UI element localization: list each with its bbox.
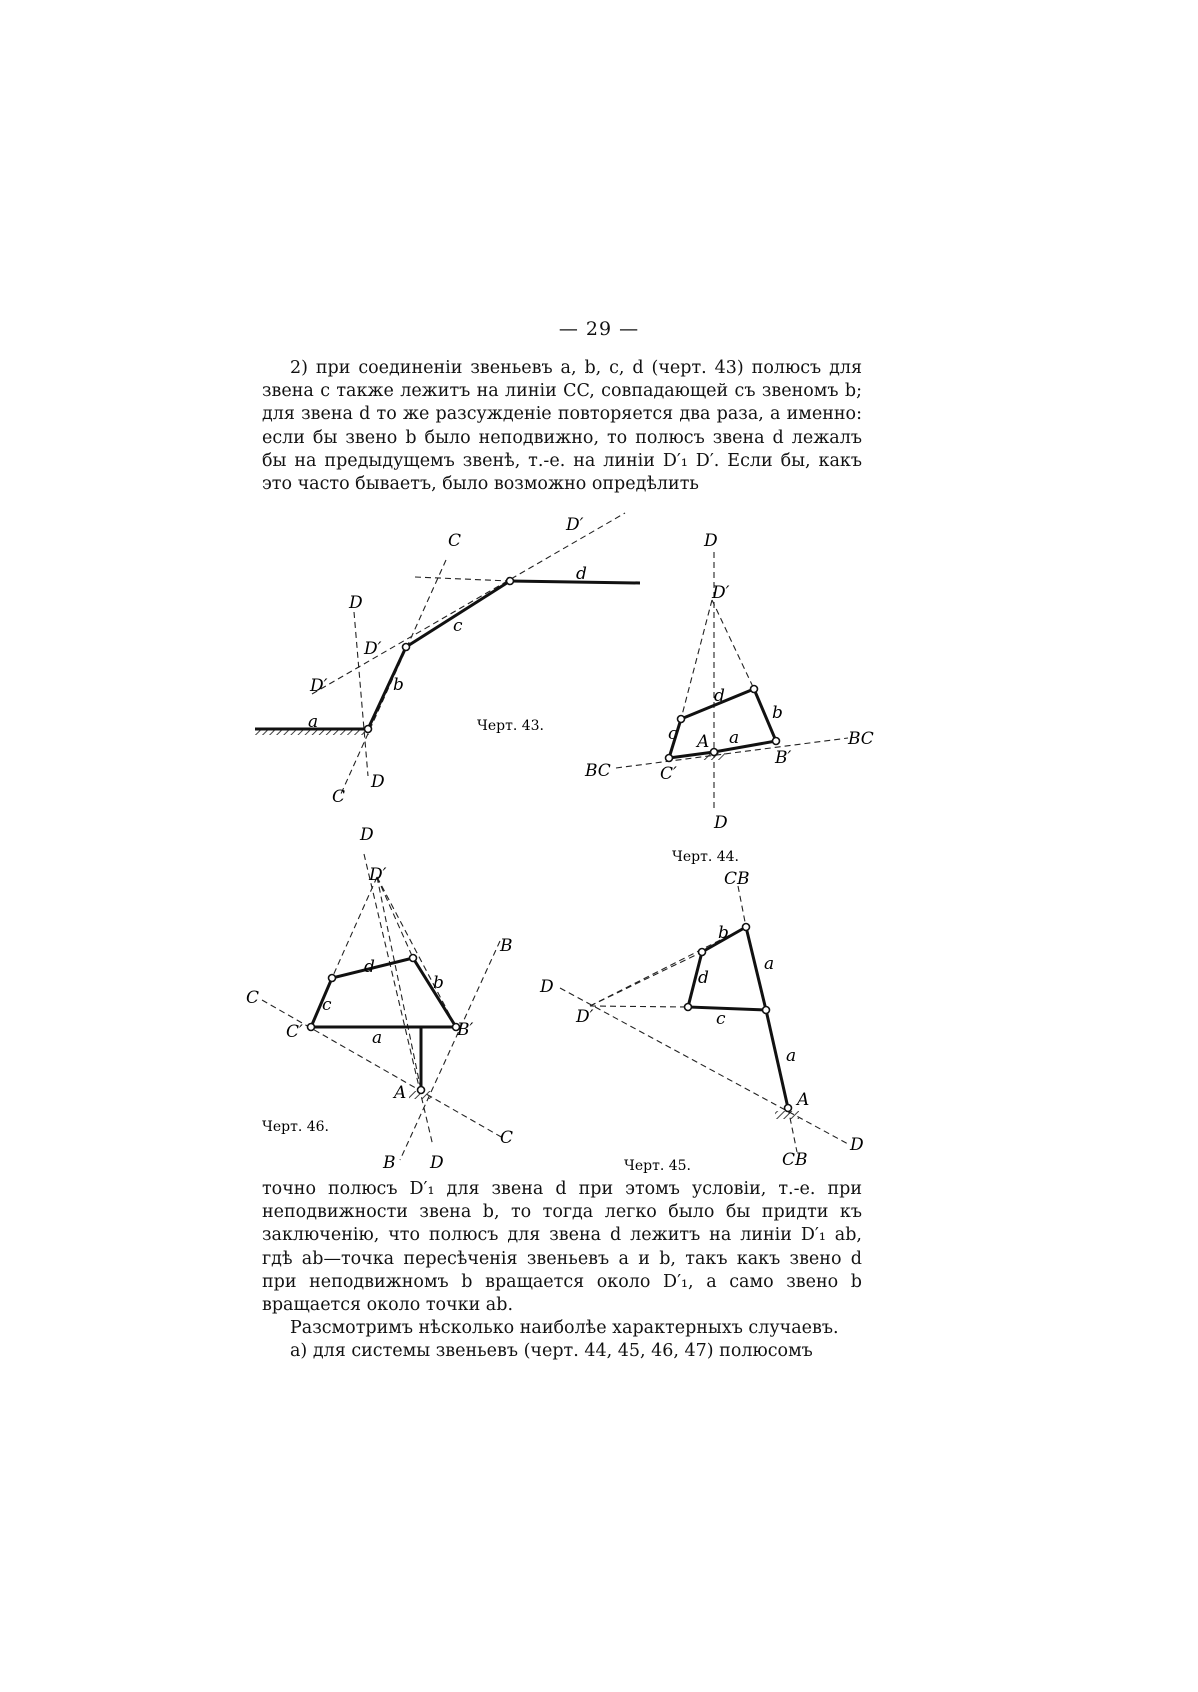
label: CB bbox=[724, 869, 750, 889]
paragraph: Разсмотримъ нѣсколько наиболѣе характерныхъ случаевъ. bbox=[290, 1318, 839, 1339]
line-bb bbox=[400, 941, 500, 1160]
joint bbox=[773, 738, 780, 745]
label: c bbox=[453, 616, 463, 636]
label: b bbox=[393, 675, 404, 695]
joint bbox=[666, 755, 673, 762]
label: c bbox=[716, 1009, 726, 1029]
label: d bbox=[576, 564, 587, 584]
joint bbox=[699, 949, 706, 956]
label: a bbox=[372, 1028, 383, 1048]
label: a bbox=[308, 712, 319, 732]
label: D bbox=[714, 813, 728, 833]
line-dd bbox=[560, 988, 850, 1145]
joint bbox=[403, 644, 410, 651]
figure-43 bbox=[255, 513, 640, 807]
paragraph: 2) при соединеніи звеньевъ a, b, c, d (черт. 43) полюсъ для звена c также лежитъ на линіи CC, совпадающей съ звеномъ b; для звена d то же разсужденіе повторяется два раза, а именно: если бы звено b было неподвижно, то полюсъ звена d лежалъ бы на предыдущемъ звенѣ, т.-е. на линіи D′₁ D′. Если бы, какъ это часто бываетъ, было возможно опредѣлить bbox=[262, 358, 862, 495]
label: c bbox=[322, 995, 332, 1015]
caption: Черт. 46. bbox=[262, 1119, 329, 1135]
label: d bbox=[698, 968, 709, 988]
label: A bbox=[697, 732, 710, 752]
caption: Черт. 43. bbox=[477, 718, 544, 734]
label: D′ bbox=[566, 515, 584, 535]
line-cb-top bbox=[738, 886, 746, 927]
joint bbox=[365, 726, 372, 733]
link-c bbox=[406, 581, 510, 647]
label: D bbox=[360, 825, 374, 845]
figure-45 bbox=[539, 869, 864, 1174]
line-dd bbox=[354, 612, 368, 776]
label: BC bbox=[848, 729, 874, 749]
label: D′ bbox=[576, 1007, 594, 1027]
label: a bbox=[786, 1046, 797, 1066]
link-a-lower bbox=[766, 1010, 788, 1108]
ground-hatch bbox=[775, 1111, 799, 1119]
joint bbox=[751, 686, 758, 693]
label: D bbox=[704, 531, 718, 551]
label: D bbox=[371, 772, 385, 792]
joint bbox=[329, 975, 336, 982]
label: B′ bbox=[457, 1020, 474, 1040]
label: C bbox=[246, 988, 260, 1008]
label: D′ bbox=[369, 865, 387, 885]
caption: Черт. 44. bbox=[672, 849, 739, 865]
paragraph: а) для системы звеньевъ (черт. 44, 45, 46, 47) полюсомъ bbox=[290, 1341, 813, 1362]
label: d bbox=[364, 957, 375, 977]
label: A bbox=[797, 1090, 810, 1110]
paragraph: точно полюсъ D′₁ для звена d при этомъ условіи, т.-е. при неподвижности звена b, то тогда легко было бы придти къ заключенію, что полюсъ для звена d лежитъ на линіи D′₁ ab, гдѣ ab—точка пересѣченія звеньевъ a и b, такъ какъ звено d при неподвижномъ b вращается около D′₁, а само звено b вращается около точки ab. bbox=[262, 1179, 862, 1316]
label: D bbox=[540, 977, 554, 997]
dash-to-d-prime bbox=[377, 877, 456, 1027]
figure-46 bbox=[246, 825, 513, 1173]
dash-to-d-prime bbox=[590, 1006, 688, 1007]
label: B bbox=[383, 1153, 396, 1173]
joint bbox=[743, 924, 750, 931]
dash-to-d-prime bbox=[377, 877, 413, 958]
joint bbox=[685, 1004, 692, 1011]
page-number: — 29 — bbox=[558, 318, 640, 340]
dash-to-d-prime bbox=[590, 952, 702, 1006]
joint bbox=[763, 1007, 770, 1014]
joint bbox=[711, 749, 718, 756]
joint bbox=[507, 578, 514, 585]
label: C bbox=[332, 787, 346, 807]
label: b bbox=[772, 703, 783, 723]
label: BC bbox=[585, 761, 611, 781]
text-block-bottom bbox=[262, 1178, 862, 1364]
link-d bbox=[510, 581, 640, 583]
joint bbox=[418, 1087, 425, 1094]
label: b bbox=[718, 923, 729, 943]
label: D′ bbox=[712, 583, 730, 603]
label: c bbox=[668, 724, 678, 744]
label: C′ bbox=[286, 1022, 303, 1042]
label: C bbox=[448, 531, 462, 551]
joint bbox=[678, 716, 685, 723]
label: D bbox=[850, 1135, 864, 1155]
figure-44 bbox=[584, 531, 874, 865]
label: A bbox=[394, 1083, 407, 1103]
joint bbox=[785, 1105, 792, 1112]
label: B′ bbox=[775, 748, 792, 768]
label: D′ bbox=[364, 639, 382, 659]
line-d-ext bbox=[415, 577, 510, 581]
label: C bbox=[500, 1128, 514, 1148]
label: D′ bbox=[310, 676, 328, 696]
joint bbox=[308, 1024, 315, 1031]
label: b bbox=[433, 973, 444, 993]
label: CB bbox=[782, 1150, 808, 1170]
dash-to-d-prime bbox=[712, 600, 754, 689]
label: C′ bbox=[660, 764, 677, 784]
label: D bbox=[430, 1153, 444, 1173]
label: D bbox=[349, 593, 363, 613]
joint bbox=[410, 955, 417, 962]
label: B bbox=[500, 936, 513, 956]
dash-to-d-prime bbox=[681, 600, 712, 719]
label: a bbox=[764, 954, 775, 974]
label: a bbox=[729, 728, 740, 748]
label: d bbox=[714, 686, 725, 706]
caption: Черт. 45. bbox=[624, 1158, 691, 1174]
dash-to-d-prime bbox=[377, 877, 421, 1090]
